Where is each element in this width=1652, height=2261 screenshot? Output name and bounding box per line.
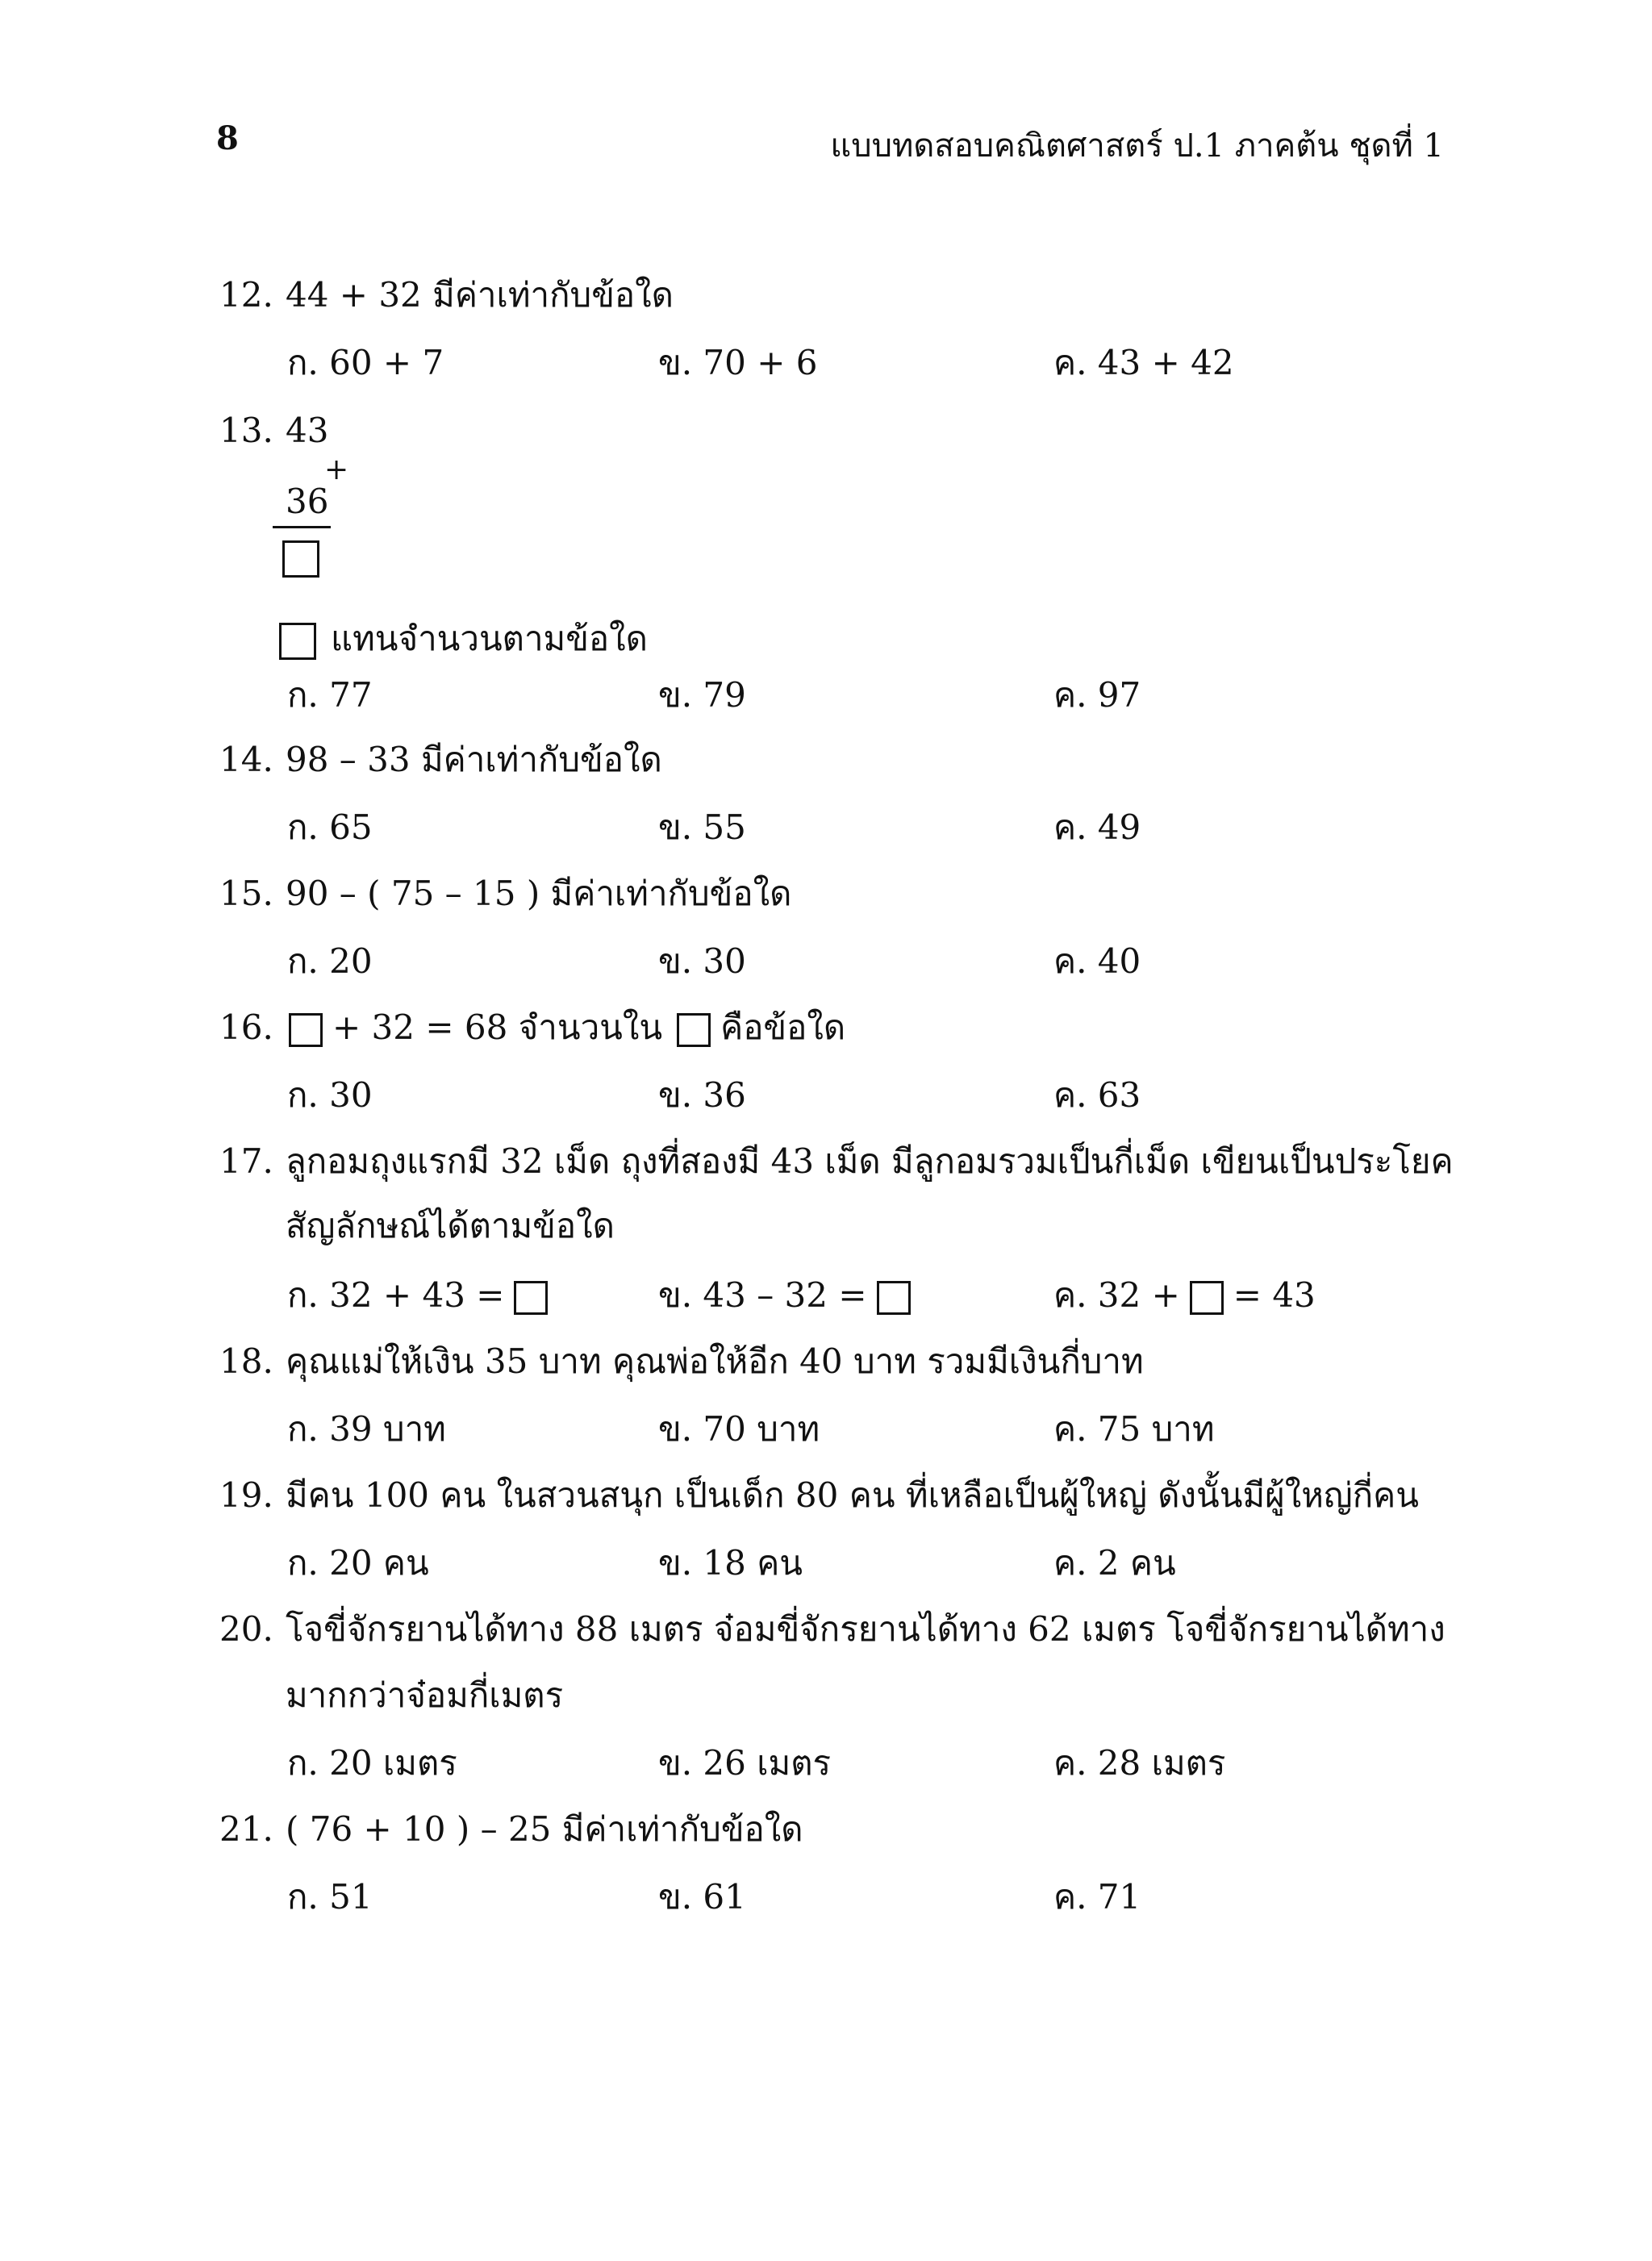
addend-top: 43 xyxy=(286,411,329,450)
option-text: ก. 32 + 43 = xyxy=(287,1275,505,1315)
answer-box xyxy=(677,1013,711,1047)
option-b xyxy=(658,1273,920,1318)
option-b: ข. 36 xyxy=(658,1075,746,1115)
question-text: แทนจำนวนตามข้อใด xyxy=(331,619,648,658)
question-number: 15. xyxy=(219,874,273,913)
option-a: ก. 77 xyxy=(287,675,373,715)
question-text-line2: สัญลักษณ์ได้ตามข้อใด xyxy=(286,1206,615,1245)
option-a: ก. 60 + 7 xyxy=(287,343,444,382)
option-b: ข. 70 บาท xyxy=(658,1409,820,1449)
question-text: + 32 = 68 จำนวนใน xyxy=(332,1007,663,1047)
plus-sign: + xyxy=(324,453,349,486)
option-c: ค. 43 + 42 xyxy=(1053,343,1234,382)
question-text-line2: มากกว่าจ๋อมกี่เมตร xyxy=(286,1675,564,1715)
question-number: 17. xyxy=(219,1141,273,1181)
question-text-tail: คือข้อใด xyxy=(720,1007,846,1047)
question-number: 12. xyxy=(219,275,273,315)
option-c: ค. 49 xyxy=(1053,807,1141,847)
answer-box xyxy=(289,1013,323,1047)
option-a: ก. 65 xyxy=(287,807,373,847)
option-a: ก. 20 เมตร xyxy=(287,1743,457,1783)
option-a: ก. 30 xyxy=(287,1075,373,1115)
option-c xyxy=(1053,1273,1316,1318)
option-c: ค. 2 คน xyxy=(1053,1543,1176,1583)
option-b: ข. 30 xyxy=(658,941,746,981)
question-text: ลูกอมถุงแรกมี 32 เม็ด ถุงที่สองมี 43 เม็ด มีลูกอมรวมเป็นกี่เม็ด เขียนเป็นประโยค xyxy=(286,1141,1454,1181)
sum-line xyxy=(273,526,331,528)
option-text-tail: = 43 xyxy=(1233,1275,1316,1315)
answer-box xyxy=(1190,1281,1224,1315)
question-text: 98 – 33 มีค่าเท่ากับข้อใด xyxy=(286,740,662,779)
option-c: ค. 75 บาท xyxy=(1053,1409,1215,1449)
question-number: 13. xyxy=(219,411,273,450)
question-text: โจขี่จักรยานได้ทาง 88 เมตร จ๋อมขี่จักรยานได้ทาง 62 เมตร โจขี่จักรยานได้ทาง xyxy=(286,1609,1446,1649)
option-a: ก. 20 xyxy=(287,941,373,981)
question-12 xyxy=(219,273,674,318)
question-16 xyxy=(219,1005,845,1050)
option-b: ข. 55 xyxy=(658,807,746,847)
question-number: 21. xyxy=(219,1809,273,1849)
question-number: 20. xyxy=(219,1609,273,1649)
option-a xyxy=(287,1273,557,1318)
question-text: คุณแม่ให้เงิน 35 บาท คุณพ่อให้อีก 40 บาท รวมมีเงินกี่บาท xyxy=(286,1341,1144,1381)
question-13 xyxy=(219,408,286,453)
addend-bottom: 36 xyxy=(286,482,329,521)
question-number: 18. xyxy=(219,1341,273,1381)
option-b: ข. 79 xyxy=(658,675,746,715)
page-header-title: แบบทดสอบคณิตศาสตร์ ป.1 ภาคต้น ชุดที่ 1 xyxy=(830,127,1444,165)
option-c: ค. 71 xyxy=(1053,1877,1141,1917)
page-number: 8 xyxy=(216,119,239,157)
option-text: ค. 32 + xyxy=(1053,1275,1180,1315)
question-text: มีคน 100 คน ในสวนสนุก เป็นเด็ก 80 คน ที่เหลือเป็นผู้ใหญ่ ดังนั้นมีผู้ใหญ่กี่คน xyxy=(286,1475,1419,1515)
question-text: 44 + 32 มีค่าเท่ากับข้อใด xyxy=(286,275,674,315)
question-text: ( 76 + 10 ) – 25 มีค่าเท่ากับข้อใด xyxy=(286,1809,803,1849)
option-text: ข. 43 – 32 = xyxy=(658,1275,867,1315)
option-b: ข. 18 คน xyxy=(658,1543,803,1583)
option-b: ข. 61 xyxy=(658,1877,746,1917)
question-14 xyxy=(219,737,662,782)
option-c: ค. 40 xyxy=(1053,941,1141,981)
question-text: 90 – ( 75 – 15 ) มีค่าเท่ากับข้อใด xyxy=(286,874,792,913)
question-number: 16. xyxy=(219,1007,273,1047)
question-18 xyxy=(219,1339,1144,1384)
question-20 xyxy=(219,1607,1446,1652)
answer-box xyxy=(282,540,319,578)
option-a: ก. 39 บาท xyxy=(287,1409,446,1449)
question-13-prompt xyxy=(279,616,648,661)
question-number: 14. xyxy=(219,740,273,779)
option-c: ค. 28 เมตร xyxy=(1053,1743,1226,1783)
answer-box xyxy=(877,1281,911,1315)
answer-box xyxy=(514,1281,548,1315)
question-number: 19. xyxy=(219,1475,273,1515)
option-b: ข. 26 เมตร xyxy=(658,1743,832,1783)
question-21 xyxy=(219,1807,803,1852)
option-a: ก. 20 คน xyxy=(287,1543,429,1583)
option-a: ก. 51 xyxy=(287,1877,373,1917)
answer-box xyxy=(279,623,316,660)
question-15 xyxy=(219,871,791,916)
question-17 xyxy=(219,1139,1454,1184)
option-c: ค. 97 xyxy=(1053,675,1141,715)
option-c: ค. 63 xyxy=(1053,1075,1141,1115)
option-b: ข. 70 + 6 xyxy=(658,343,818,382)
question-19 xyxy=(219,1473,1419,1518)
